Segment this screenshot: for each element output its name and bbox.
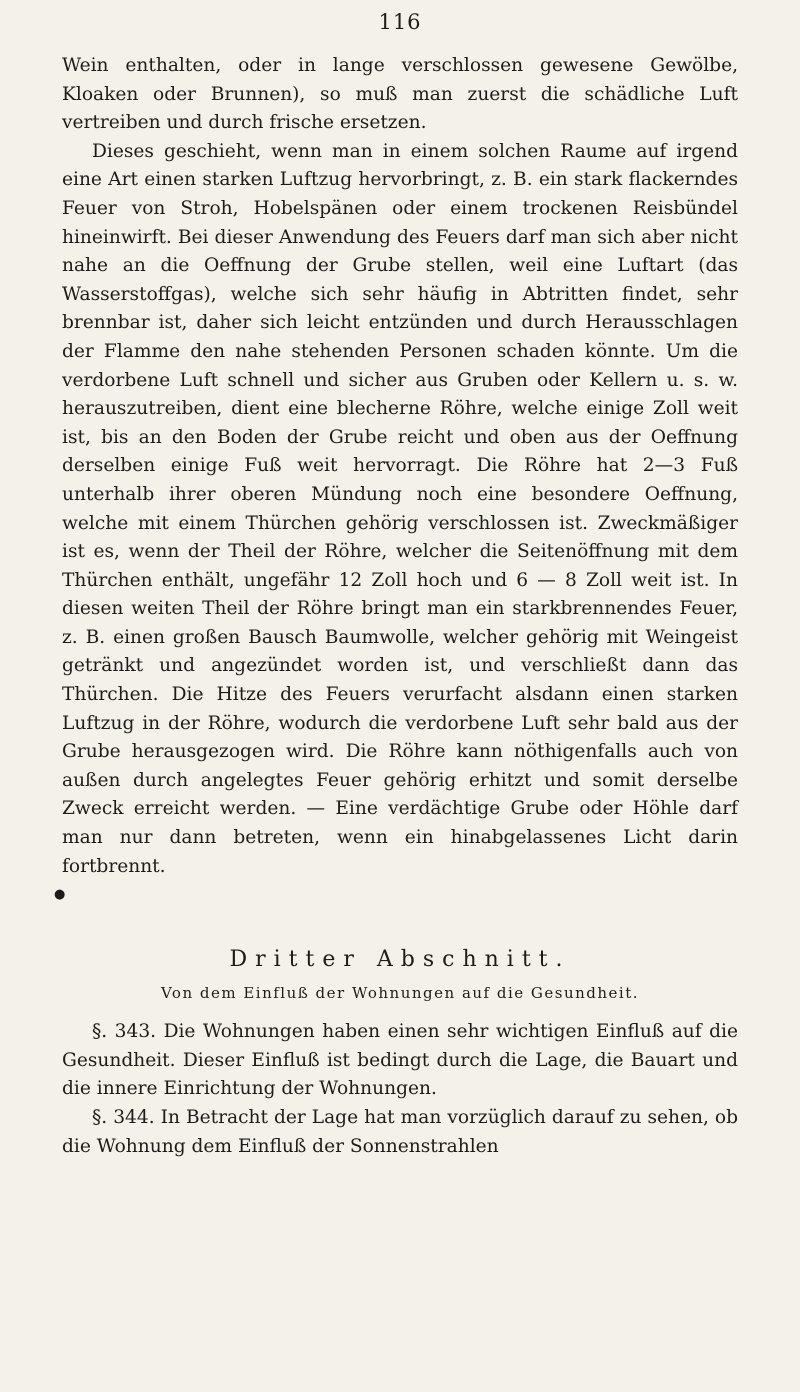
paragraph-number: §. 343. (92, 1021, 157, 1043)
section-title: Dritter Abschnitt. (229, 947, 571, 973)
paragraph: Dieses geschieht, wenn man in einem solchen Raume auf irgend eine Art einen starken Luftzug hervorbringt, z. B. ein stark flackerndes Feuer von Stroh, Hobelspänen oder einem trockenen Reisbündel hineinwirft. Bei dieser Anwendung des Feuers darf man sich aber nicht nahe an die Oeffnung der Grube stellen, weil eine Luftart (das Wasserstoffgas), welche sich sehr häufig in Abtritten findet, sehr brennbar ist, daher sich leicht entzünden und durch Herausschlagen der Flamme den nahe stehenden Personen schaden könnte. Um die verdorbene Luft schnell und sicher aus Gruben oder Kellern u. s. w. herauszutreiben, dient eine blecherne Röhre, welche einige Zoll weit ist, bis an den Boden der Grube reicht und oben aus der Oeffnung derselben einige Fuß weit hervorragt. Die Röhre hat 2—3 Fuß unterhalb ihrer oberen Mündung noch eine besondere Oeffnung, welche mit einem Thürchen gehörig verschlossen ist. Zweckmäßiger ist es, wenn der Theil der Röhre, welcher die Seitenöffnung mit dem Thürchen enthält, ungefähr 12 Zoll hoch und 6 — 8 Zoll weit ist. In diesen weiten Theil der Röhre bringt man ein starkbrennendes Feuer, z. B. einen großen Bausch Baumwolle, welcher gehörig mit Weingeist getränkt und angezündet worden ist, und verschließt dann das Thürchen. Die Hitze des Feuers verurfacht alsdann einen starken Luftzug in der Röhre, wodurch die verdorbene Luft sehr bald aus der Grube herausgezogen wird. Die Röhre kann nöthigenfalls auch von außen durch angelegtes Feuer gehörig erhitzt und somit derselbe Zweck erreicht werden. — Eine verdächtige Grube oder Höhle darf man nur dann betreten, wenn ein hinabgelassenes Licht darin fortbrennt. (62, 140, 738, 877)
numbered-paragraph-344 (62, 1104, 738, 1161)
paragraph-text: In Betracht der Lage hat man vorzüglich darauf zu sehen, ob die Wohnung dem Einfluß der Sonnenstrahlen (62, 1107, 738, 1157)
section-subtitle: Von dem Einfluß der Wohnungen auf die Gesundheit. (160, 984, 640, 1003)
page-number: 116 (378, 10, 422, 34)
paragraph-text: Die Wohnungen haben einen sehr wichtigen Einfluß auf die Gesundheit. Dieser Einfluß ist bedingt durch die Lage, die Bauart und die innere Einrichtung der Wohnungen. (62, 1021, 738, 1100)
ornament-dot: ● (54, 887, 66, 903)
paragraph-number: §. 344. (92, 1107, 155, 1128)
paragraph-continued: Wein enthalten, oder in lange verschlossen gewesene Gewölbe, Kloaken oder Brunnen), so muß man zuerst die schädliche Luft vertreiben und durch frische ersetzen. (62, 55, 738, 134)
body-text (54, 52, 738, 1161)
numbered-paragraph-343 (62, 1018, 738, 1104)
